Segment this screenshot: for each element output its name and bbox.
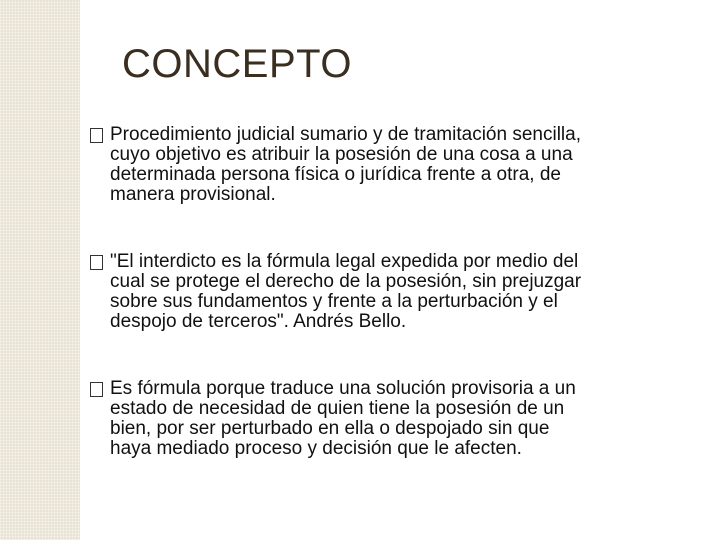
square-bullet-icon: [90, 255, 103, 270]
bullet-text: "El interdicto es la fórmula legal expedida por medio del cual se protege el derecho de la posesión, sin prejuzgar sobre sus fundamentos y frente a la perturbación y el despojo de terceros". Andrés Bello.: [110, 251, 582, 332]
decorative-side-strip: [0, 0, 80, 540]
slide-title: CONCEPTO: [122, 42, 352, 86]
square-bullet-icon: [90, 128, 103, 143]
square-bullet-icon: [90, 382, 103, 397]
bullet-list: [90, 125, 710, 459]
bullet-item-explanation: [90, 379, 710, 459]
bullet-text: Procedimiento judicial sumario y de tramitación sencilla, cuyo objetivo es atribuir la posesión de una cosa a una determinada persona física o jurídica frente a otra, de manera provisional.: [110, 124, 581, 205]
bullet-text: Es fórmula porque traduce una solución provisoria a un estado de necesidad de quien tiene la posesión de un bien, por ser perturbado en ella o despojado sin que haya mediado proceso y decisión que le afecten.: [110, 378, 576, 459]
bullet-item-definition: [90, 125, 710, 205]
bullet-item-quote: [90, 252, 710, 332]
